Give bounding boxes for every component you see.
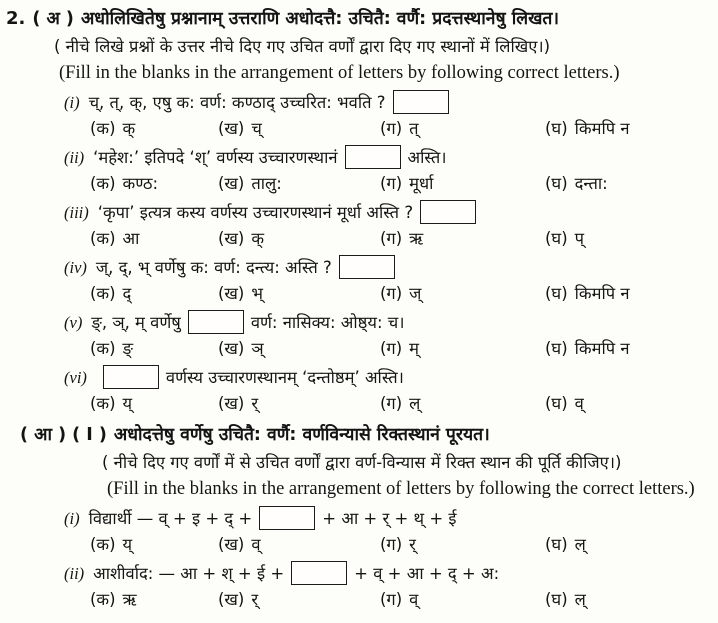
question-number: (iv) (64, 258, 87, 277)
option-gha (545, 117, 712, 141)
section-a-heading (6, 6, 712, 32)
option-kha (218, 117, 380, 141)
option-label: (क) (90, 229, 116, 248)
option-ka (90, 227, 218, 251)
option-value: तालु: (251, 174, 282, 193)
question-text-post: वर्णस्य उच्चारणस्थानम् ‘दन्तोष्ठम्’ अस्ति। (165, 368, 404, 387)
option-label: (घ) (545, 174, 568, 193)
question-text-post: + व् + आ + द् + अ: (354, 564, 500, 583)
option-ka (90, 172, 218, 196)
option-value: य् (122, 394, 133, 413)
option-kha (218, 588, 380, 612)
option-label: (क) (90, 339, 116, 358)
answer-blank-box (393, 90, 449, 114)
option-value: ऋ (122, 590, 137, 609)
option-ga (380, 337, 545, 361)
option-ga (380, 117, 545, 141)
answer-blank-box (420, 200, 476, 224)
question-text-pre: आशीर्वाद: — आ + श् + ई + (93, 564, 285, 583)
option-value: र् (409, 535, 416, 554)
option-value: आ (122, 229, 140, 248)
option-ga (380, 282, 545, 306)
question-text-post: + आ + र् + थ् + ई (322, 509, 457, 528)
option-value: र् (251, 590, 259, 609)
option-value: र् (251, 394, 259, 413)
option-value: भ् (251, 284, 263, 303)
section-b-title-sanskrit: अधोदत्तेषु वर्णेषु उचितै: वर्णै: वर्णविन्यासे रिक्तस्थानं पूरयत। (113, 425, 490, 445)
option-gha (545, 282, 712, 306)
question-text-post: वर्ण: नासिक्य: ओष्ठ्य: च। (250, 313, 405, 332)
option-ka (90, 392, 218, 416)
question-a-i (6, 90, 712, 141)
option-label: (क) (90, 119, 116, 138)
option-value: ञ् (251, 339, 264, 358)
question-text-pre: ज्, द्, भ् वर्णेषु क: वर्ण: दन्त्य: अस्ति ? (95, 258, 332, 277)
answer-blank-box (339, 255, 395, 279)
section-b-heading (20, 422, 712, 448)
option-label: (ख) (218, 284, 245, 303)
option-gha (545, 172, 712, 196)
question-number-main: 2. (6, 8, 26, 29)
option-value: ल् (409, 394, 421, 413)
option-label: (ग) (380, 174, 403, 193)
question-number: (vi) (64, 368, 87, 387)
question-a-vi (6, 365, 712, 416)
section-b-title-hindi: ( नीचे दिए गए वर्णों में से उचित वर्णों द्वारा वर्ण-विन्यास में रिक्त स्थान की पूर्ति कीजिए।) (102, 453, 622, 472)
options-row (90, 282, 712, 306)
option-gha (545, 588, 712, 612)
section-a-label: ( अ ) (32, 9, 74, 29)
option-gha (545, 337, 712, 361)
option-value: व् (574, 394, 584, 413)
option-label: (ग) (380, 284, 403, 303)
section-b (6, 422, 712, 612)
option-label: (घ) (545, 535, 568, 554)
question-row (64, 561, 712, 587)
option-label: (ख) (218, 174, 245, 193)
option-kha (218, 533, 380, 557)
option-ka (90, 282, 218, 306)
option-value: म् (409, 339, 420, 358)
question-a-iv (6, 255, 712, 306)
question-text-pre: च्, त्, क्, एषु क: वर्ण: कण्ठाद् उच्चरित: भवति ? (88, 93, 386, 112)
option-label: (ग) (380, 339, 403, 358)
options-row (90, 533, 712, 557)
option-ka (90, 533, 218, 557)
question-number: (ii) (64, 148, 85, 167)
option-value: क् (251, 229, 265, 248)
options-row (90, 392, 712, 416)
section-b-title-english: (Fill in the blanks in the arrangement of letters by following the correct letters.) (107, 479, 695, 499)
option-label: (क) (90, 284, 116, 303)
section-a-title-hindi: ( नीचे लिखे प्रश्नों के उत्तर नीचे दिए गए उचित वर्णों द्वारा दिए गए स्थानों में लिखिए।) (54, 37, 551, 56)
option-value: ऋ (409, 229, 424, 248)
option-value: कण्ठ: (122, 174, 159, 193)
question-row (64, 365, 712, 391)
question-text-pre: ‘महेश:’ इतिपदे ‘श्’ वर्णस्य उच्चारणस्थानं (93, 148, 338, 167)
question-number: (v) (64, 313, 83, 332)
option-gha (545, 533, 712, 557)
option-label: (घ) (545, 119, 568, 138)
section-b-label: ( आ ) ( I ) (20, 425, 107, 445)
option-value: क् (122, 119, 136, 138)
option-value: च् (251, 119, 262, 138)
options-row (90, 588, 712, 612)
question-row (64, 200, 712, 226)
option-value: ङ् (122, 339, 134, 358)
option-value: मूर्धा (409, 174, 434, 193)
answer-blank-box (345, 145, 401, 169)
options-row (90, 337, 712, 361)
option-value: व् (251, 535, 261, 554)
option-label: (क) (90, 590, 116, 609)
answer-blank-box (291, 561, 347, 585)
question-text-post: अस्ति। (407, 148, 447, 167)
section-a-title-english: (Fill in the blanks in the arrangement of letters by following correct letters.) (59, 63, 620, 83)
options-row (90, 227, 712, 251)
question-a-ii (6, 145, 712, 196)
option-label: (ग) (380, 590, 403, 609)
option-ga (380, 588, 545, 612)
option-ga (380, 227, 545, 251)
question-a-v (6, 310, 712, 361)
section-a-title-sanskrit: अधोलिखितेषु प्रश्नानाम् उत्तराणि अधोदत्तै: उचितै: वर्णै: प्रदत्तस्थानेषु लिखत। (80, 9, 560, 29)
question-text-pre: ङ्, ञ्, म् वर्णेषु (91, 313, 181, 332)
option-label: (घ) (545, 394, 568, 413)
option-ga (380, 392, 545, 416)
option-label: (क) (90, 394, 116, 413)
option-kha (218, 282, 380, 306)
question-row (64, 255, 712, 281)
option-gha (545, 227, 712, 251)
question-number: (i) (64, 93, 80, 112)
option-value: किमपि न (574, 119, 630, 138)
option-label: (ग) (380, 394, 403, 413)
answer-blank-box (103, 365, 159, 389)
option-ga (380, 172, 545, 196)
question-number: (i) (64, 509, 80, 528)
option-ga (380, 533, 545, 557)
question-row (64, 90, 712, 116)
option-ka (90, 588, 218, 612)
option-value: ल् (574, 590, 586, 609)
option-value: य् (122, 535, 133, 554)
option-label: (ख) (218, 229, 245, 248)
question-row (64, 145, 712, 171)
option-value: त् (409, 119, 419, 138)
option-value: प् (574, 229, 585, 248)
option-label: (ख) (218, 535, 245, 554)
section-a (6, 6, 712, 416)
option-value: ज् (409, 284, 422, 303)
question-text-pre: विद्यार्थी — व् + इ + द् + (88, 509, 253, 528)
option-kha (218, 392, 380, 416)
option-label: (ख) (218, 590, 245, 609)
option-gha (545, 392, 712, 416)
option-value: व् (409, 590, 419, 609)
question-b-i (6, 506, 712, 557)
option-label: (ख) (218, 339, 245, 358)
question-number: (iii) (64, 203, 89, 222)
question-b-ii (6, 561, 712, 612)
option-label: (क) (90, 174, 116, 193)
option-label: (घ) (545, 229, 568, 248)
answer-blank-box (259, 506, 315, 530)
question-number: (ii) (64, 564, 85, 583)
option-kha (218, 227, 380, 251)
option-label: (ख) (218, 394, 245, 413)
option-label: (घ) (545, 339, 568, 358)
option-ka (90, 337, 218, 361)
option-value: किमपि न (574, 339, 630, 358)
option-value: द् (122, 284, 132, 303)
question-a-iii (6, 200, 712, 251)
options-row (90, 172, 712, 196)
option-kha (218, 337, 380, 361)
option-label: (घ) (545, 284, 568, 303)
option-value: दन्ता: (574, 174, 608, 193)
option-label: (ग) (380, 229, 403, 248)
option-kha (218, 172, 380, 196)
option-value: किमपि न (574, 284, 630, 303)
option-label: (क) (90, 535, 116, 554)
option-label: (घ) (545, 590, 568, 609)
options-row (90, 117, 712, 141)
option-label: (ग) (380, 119, 403, 138)
question-row (64, 310, 712, 336)
question-text-pre: ‘कृपा’ इत्यत्र कस्य वर्णस्य उच्चारणस्थानं मूर्धा अस्ति ? (97, 203, 414, 222)
question-row (64, 506, 712, 532)
option-label: (ग) (380, 535, 403, 554)
option-ka (90, 117, 218, 141)
option-label: (ख) (218, 119, 245, 138)
option-value: ल् (574, 535, 586, 554)
answer-blank-box (188, 310, 244, 334)
